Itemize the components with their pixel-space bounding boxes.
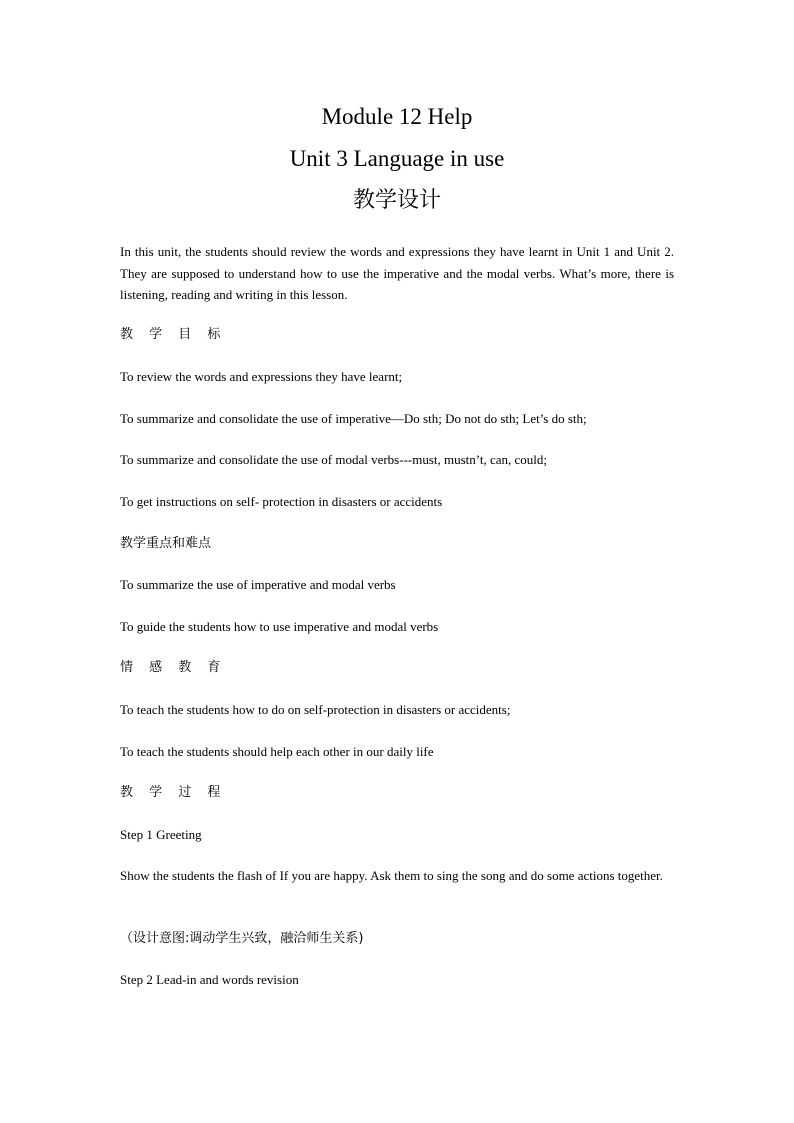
- process-heading: 教 学 过 程: [120, 785, 227, 800]
- objective-item: To review the words and expressions they have learnt;: [120, 369, 403, 384]
- intro-paragraph: In this unit, the students should review the words and expressions they have learnt in Unit 1 and Unit 2. They are supposed to understand how to use the imperative and the modal verbs. What’s more, there is listening, reading and writing in this lesson.: [120, 244, 674, 302]
- title-unit: Unit 3 Language in use: [289, 146, 505, 171]
- objectives-heading: 教 学 目 标: [120, 327, 227, 342]
- title-teaching-design: 教学设计: [352, 188, 441, 213]
- title-module: Module 12 Help: [321, 104, 473, 129]
- design-intent-note: （设计意图:调动学生兴致，融洽师生关系): [120, 931, 364, 946]
- objective-item: To summarize and consolidate the use of modal verbs---must, mustn’t, can, could;: [120, 452, 548, 467]
- step-description: Show the students the flash of If you are happy. Ask them to sing the song and do some actions together.: [120, 868, 663, 883]
- objective-item: To get instructions on self- protection in disasters or accidents: [120, 494, 443, 509]
- step-title: Step 1 Greeting: [120, 827, 202, 842]
- step-title: Step 2 Lead-in and words revision: [120, 972, 299, 987]
- key-point-item: To guide the students how to use imperative and modal verbs: [120, 619, 439, 634]
- objective-item: To summarize and consolidate the use of imperative—Do sth; Do not do sth; Let’s do sth;: [120, 411, 587, 426]
- key-point-item: To summarize the use of imperative and modal verbs: [120, 577, 396, 592]
- key-points-heading: 教学重点和难点: [120, 536, 212, 551]
- emotion-item: To teach the students should help each other in our daily life: [120, 744, 434, 759]
- emotion-heading: 情 感 教 育: [120, 660, 227, 675]
- emotion-item: To teach the students how to do on self-protection in disasters or accidents;: [120, 702, 511, 717]
